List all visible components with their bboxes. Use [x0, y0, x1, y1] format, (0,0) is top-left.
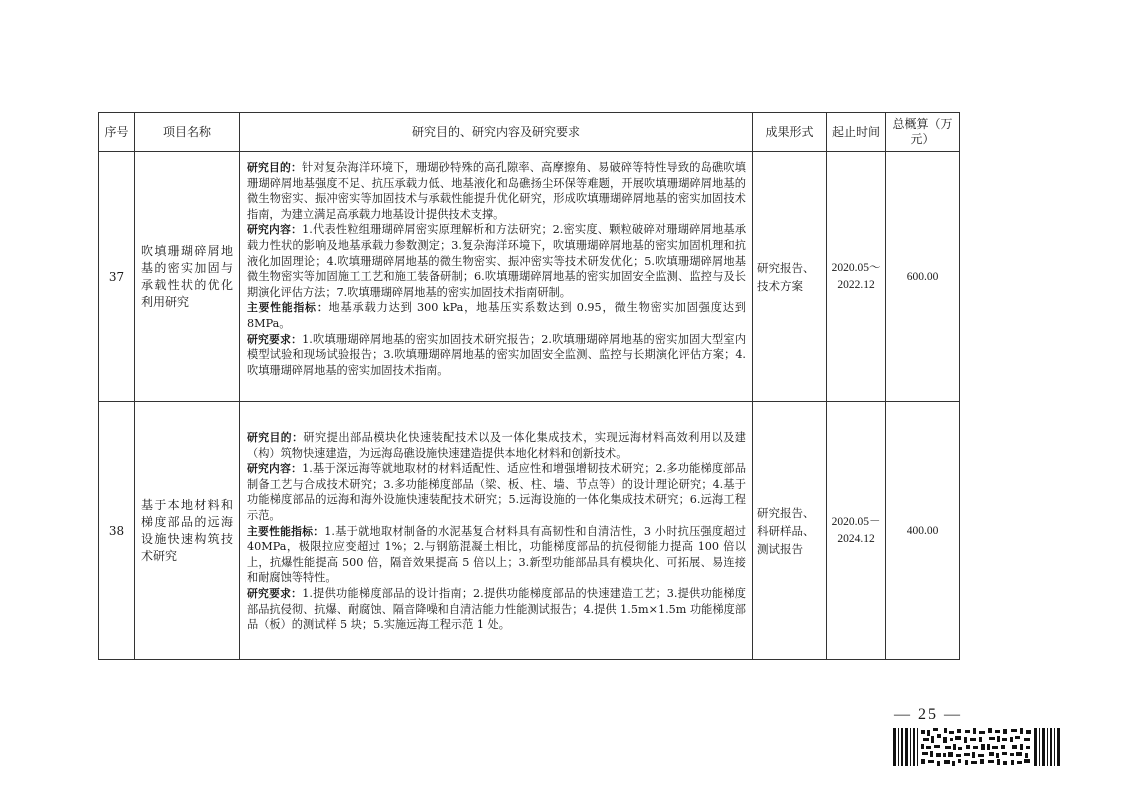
project-table	[98, 112, 960, 660]
requirement-label: 研究要求：	[247, 332, 303, 346]
requirement-paragraph	[247, 332, 746, 379]
table-header-row	[99, 113, 960, 152]
purpose-text: 针对复杂海洋环境下，珊瑚砂特殊的高孔隙率、高摩擦角、易破碎等特性导致的岛礁吹填珊瑚碎屑地基强度不足、抗压承载力低、地基液化和岛礁扬尘环保等难题，开展吹填珊瑚碎屑地基的微生物密实、振冲密实等加固技术与承载性能提升优化研究，形成吹填珊瑚碎屑地基的密实加固技术指南，为建立满足高承载力地基设计提供技术支撑。	[247, 161, 746, 221]
header-name: 项目名称	[135, 113, 240, 152]
result-form: 研究报告、技术方案	[753, 152, 827, 402]
total-cost: 400.00	[886, 402, 960, 660]
page-number: — 25 —	[894, 706, 962, 723]
result-form: 研究报告、科研样品、测试报告	[753, 402, 827, 660]
content-text: 1.代表性粒组珊瑚碎屑密实原理解析和方法研究；2.密实度、颗粒破碎对珊瑚碎屑地基承载力性状的影响及地基承载力参数测定；3.复杂海洋环境下，吹填珊瑚碎屑地基的密实加固机理和抗液化加固理论；4.吹填珊瑚碎屑地基的微生物密实、振冲密实等技术研发优化；5.吹填珊瑚碎屑地基微生物密实等加固施工工艺和施工装备研制；6.吹填珊瑚碎屑地基的密实加固安全监测、监控与及长期演化评估方法；7.吹填珊瑚碎屑地基的密实加固技术指南研制。	[247, 223, 747, 299]
total-cost: 600.00	[886, 152, 960, 402]
project-content	[240, 402, 753, 660]
barcode-icon	[893, 728, 1073, 766]
index-text: 地基承载力达到 300 kPa，地基压实系数达到 0.95，微生物密实加固强度达到 8MPa。	[247, 301, 746, 330]
header-period: 起止时间	[827, 113, 886, 152]
content-paragraph	[247, 461, 746, 523]
index-text: 1.基于就地取材制备的水泥基复合材料具有高韧性和自清洁性，3 小时抗压强度超过 40MPa，极限拉应变超过 1%；2.与钢筋混凝土相比，功能梯度部品的抗侵彻能力提高 100 倍以上，抗爆性能提高 500 倍，隔音效果提高 5 倍以上；3.新型功能部品具有模块化、可拓展、易连接和耐腐蚀等特性。	[247, 524, 747, 585]
project-name: 吹填珊瑚碎屑地基的密实加固与承载性状的优化利用研究	[135, 152, 240, 402]
index-label: 主要性能指标：	[247, 524, 325, 538]
period-end: 2022.12	[837, 278, 875, 291]
index-paragraph	[247, 524, 746, 586]
purpose-paragraph	[247, 430, 746, 461]
requirement-text: 1.提供功能梯度部品的设计指南；2.提供功能梯度部品的快速建造工艺；3.提供功能梯度部品抗侵彻、抗爆、耐腐蚀、隔音降噪和自清洁能力性能测试报告；4.提供 1.5m×1.5m 功能梯度部品（板）的测试样 5 块；5.实施远海工程示范 1 处。	[247, 586, 746, 632]
row-number: 38	[99, 402, 135, 660]
requirement-paragraph	[247, 586, 746, 633]
requirement-label: 研究要求：	[247, 586, 303, 600]
period	[827, 152, 886, 402]
purpose-text: 研究提出部品模块化快速装配技术以及一体化集成技术，实现远海材料高效利用以及建（构）筑物快速建造，为远海岛礁设施快速建造提供本地化材料和创新技术。	[247, 431, 746, 460]
header-content: 研究目的、研究内容及研究要求	[240, 113, 753, 152]
project-name: 基于本地材料和梯度部品的远海设施快速构筑技术研究	[135, 402, 240, 660]
purpose-label: 研究目的：	[247, 431, 304, 444]
purpose-paragraph	[247, 160, 746, 222]
header-cost: 总概算（万元）	[886, 113, 960, 152]
content-label: 研究内容：	[247, 462, 303, 476]
table-row	[99, 402, 960, 660]
period-start: 2020.05－	[831, 515, 881, 528]
table-row	[99, 152, 960, 402]
content-paragraph	[247, 222, 746, 300]
content-text: 1.基于深远海等就地取材的材料适配性、适应性和增强增韧技术研究；2.多功能梯度部品制备工艺与合成技术研究；3.多功能梯度部品（梁、板、柱、墙、节点等）的设计理论研究；4.基于功能梯度部品的远海和海外设施快速装配技术研究；5.远海设施的一体化集成技术研究；6.远海工程示范。	[247, 462, 747, 522]
period	[827, 402, 886, 660]
period-start: 2020.05～	[831, 261, 881, 274]
index-label: 主要性能指标：	[247, 301, 329, 315]
content-label: 研究内容：	[247, 223, 303, 237]
row-number: 37	[99, 152, 135, 402]
project-content	[240, 152, 753, 402]
index-paragraph	[247, 300, 746, 331]
purpose-label: 研究目的：	[247, 161, 302, 174]
period-end: 2024.12	[837, 532, 875, 545]
header-seq: 序号	[99, 113, 135, 152]
header-form: 成果形式	[753, 113, 827, 152]
requirement-text: 1.吹填珊瑚碎屑地基的密实加固技术研究报告；2.吹填珊瑚碎屑地基的密实加固大型室内模型试验和现场试验报告；3.吹填珊瑚碎屑地基的密实加固安全监测、监控与长期演化评估方案；4.吹填珊瑚碎屑地基的密实加固技术指南。	[247, 332, 747, 377]
